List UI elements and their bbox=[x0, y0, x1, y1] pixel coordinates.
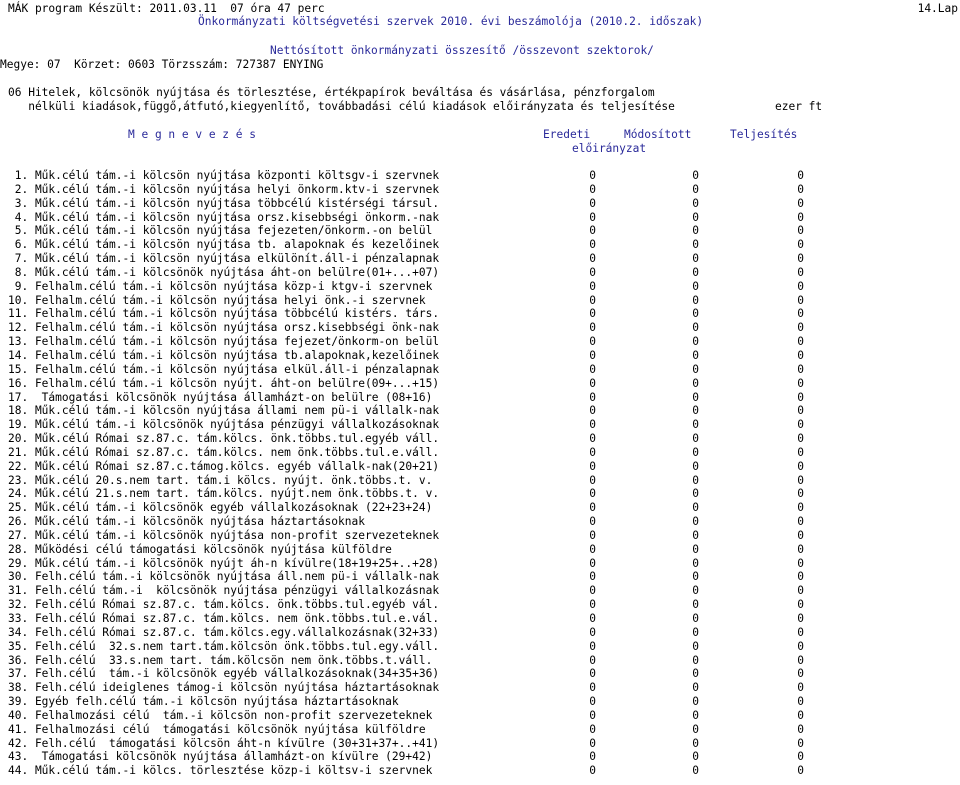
row-modified-value: 0 bbox=[692, 515, 699, 529]
row-modified-value: 0 bbox=[692, 750, 699, 764]
row-original-value: 0 bbox=[589, 445, 596, 459]
row-original-value: 0 bbox=[589, 722, 596, 736]
row-actual-value: 0 bbox=[797, 348, 804, 362]
table-row bbox=[0, 501, 960, 515]
row-actual-value: 0 bbox=[797, 653, 804, 667]
row-actual-value: 0 bbox=[797, 736, 804, 750]
table-row bbox=[0, 252, 960, 266]
row-label: 5. Műk.célú tám.-i kölcsön nyújtása fejezeten/önkorm.-on belül bbox=[8, 224, 433, 238]
row-original-value: 0 bbox=[589, 584, 596, 598]
row-modified-value: 0 bbox=[692, 265, 699, 279]
table-row bbox=[0, 321, 960, 335]
table-row bbox=[0, 612, 960, 626]
table-row bbox=[0, 543, 960, 557]
table-row bbox=[0, 197, 960, 211]
table-row bbox=[0, 640, 960, 654]
row-actual-value: 0 bbox=[797, 252, 804, 266]
row-original-value: 0 bbox=[589, 182, 596, 196]
column-header-original: Eredeti bbox=[543, 128, 591, 141]
column-header-actual: Teljesítés bbox=[730, 128, 798, 141]
row-modified-value: 0 bbox=[692, 487, 699, 501]
row-modified-value: 0 bbox=[692, 639, 699, 653]
row-actual-value: 0 bbox=[797, 321, 804, 335]
row-label: 8. Műk.célú tám.-i kölcsönök nyújtása áht-on belülre(01+...+07) bbox=[8, 265, 440, 279]
row-label: 33. Felh.célú Római sz.87.c. tám.kölcs. nem önk.többs.tul.e.vál. bbox=[8, 612, 440, 625]
row-actual-value: 0 bbox=[797, 376, 804, 390]
row-original-value: 0 bbox=[589, 307, 596, 321]
row-modified-value: 0 bbox=[692, 501, 699, 515]
row-modified-value: 0 bbox=[692, 224, 699, 238]
row-modified-value: 0 bbox=[692, 445, 699, 459]
row-actual-value: 0 bbox=[797, 335, 804, 349]
table-row bbox=[0, 460, 960, 474]
row-label: 9. Felhalm.célú tám.-i kölcsön nyújtása közp-i ktgv-i szervnek bbox=[8, 279, 433, 293]
row-actual-value: 0 bbox=[797, 764, 804, 778]
row-original-value: 0 bbox=[589, 750, 596, 764]
row-actual-value: 0 bbox=[797, 612, 804, 625]
row-label: 13. Felhalm.célú tám.-i kölcsön nyújtása fejezet/önkorm-on belül bbox=[8, 335, 440, 349]
table-row bbox=[0, 626, 960, 640]
row-actual-value: 0 bbox=[797, 625, 804, 639]
row-original-value: 0 bbox=[589, 265, 596, 279]
row-actual-value: 0 bbox=[797, 501, 804, 515]
row-modified-value: 0 bbox=[692, 169, 699, 182]
row-modified-value: 0 bbox=[692, 542, 699, 556]
row-original-value: 0 bbox=[589, 196, 596, 210]
row-modified-value: 0 bbox=[692, 196, 699, 210]
row-label: 23. Műk.célú 20.s.nem tart. tám.i kölcs. nyújt. önk.többs.t. v. bbox=[8, 473, 433, 487]
row-actual-value: 0 bbox=[797, 307, 804, 321]
table-row bbox=[0, 266, 960, 280]
row-label: 36. Felh.célú 33.s.nem tart. tám.kölcsön nem önk.többs.t.váll. bbox=[8, 653, 433, 667]
row-modified-value: 0 bbox=[692, 348, 699, 362]
row-original-value: 0 bbox=[589, 542, 596, 556]
table-row bbox=[0, 529, 960, 543]
row-actual-value: 0 bbox=[797, 238, 804, 252]
row-actual-value: 0 bbox=[797, 667, 804, 681]
table-row bbox=[0, 598, 960, 612]
row-modified-value: 0 bbox=[692, 764, 699, 778]
row-modified-value: 0 bbox=[692, 722, 699, 736]
table-row bbox=[0, 169, 960, 183]
table-row bbox=[0, 695, 960, 709]
row-original-value: 0 bbox=[589, 376, 596, 390]
row-label: 26. Műk.célú tám.-i kölcsönök nyújtása háztartásoknak bbox=[8, 515, 365, 529]
program-line: MÁK program Készült: 2011.03.11 07 óra 47 perc bbox=[8, 2, 325, 15]
row-original-value: 0 bbox=[589, 321, 596, 335]
row-original-value: 0 bbox=[589, 210, 596, 224]
row-original-value: 0 bbox=[589, 362, 596, 376]
table-row bbox=[0, 335, 960, 349]
row-actual-value: 0 bbox=[797, 182, 804, 196]
table-row bbox=[0, 363, 960, 377]
section-title-line2: nélküli kiadások,függő,átfutó,kiegyenlítő, továbbadási célú kiadások előirányzata és teljesítése bbox=[8, 100, 675, 113]
row-modified-value: 0 bbox=[692, 473, 699, 487]
row-original-value: 0 bbox=[589, 404, 596, 418]
row-actual-value: 0 bbox=[797, 445, 804, 459]
table-row bbox=[0, 418, 960, 432]
column-header-name: M e g n e v e z é s bbox=[128, 128, 256, 141]
row-original-value: 0 bbox=[589, 695, 596, 709]
row-original-value: 0 bbox=[589, 528, 596, 542]
row-modified-value: 0 bbox=[692, 252, 699, 266]
column-header-original-sub: előirányzat bbox=[572, 142, 647, 155]
section-title-line1: 06 Hitelek, kölcsönök nyújtása és törlesztése, értékpapírok beváltása és vásárlása, pénzforgalom bbox=[8, 86, 655, 99]
row-original-value: 0 bbox=[589, 612, 596, 625]
row-label: 28. Működési célú támogatási kölcsönök nyújtása külföldre bbox=[8, 542, 392, 556]
row-modified-value: 0 bbox=[692, 667, 699, 681]
row-modified-value: 0 bbox=[692, 708, 699, 722]
row-original-value: 0 bbox=[589, 473, 596, 487]
row-actual-value: 0 bbox=[797, 196, 804, 210]
row-actual-value: 0 bbox=[797, 681, 804, 695]
row-label: 2. Műk.célú tám.-i kölcsön nyújtása helyi önkorm.ktv-i szervnek bbox=[8, 182, 440, 196]
table-row bbox=[0, 709, 960, 723]
row-actual-value: 0 bbox=[797, 224, 804, 238]
row-actual-value: 0 bbox=[797, 473, 804, 487]
table-row bbox=[0, 224, 960, 238]
row-modified-value: 0 bbox=[692, 570, 699, 584]
row-original-value: 0 bbox=[589, 639, 596, 653]
column-header-modified: Módosított bbox=[624, 128, 692, 141]
row-modified-value: 0 bbox=[692, 584, 699, 598]
page-label: 14.Lap bbox=[917, 2, 958, 15]
row-original-value: 0 bbox=[589, 348, 596, 362]
row-original-value: 0 bbox=[589, 279, 596, 293]
row-actual-value: 0 bbox=[797, 210, 804, 224]
row-label: 14. Felhalm.célú tám.-i kölcsön nyújtása tb.alapoknak,kezelőinek bbox=[8, 348, 440, 362]
row-label: 27. Műk.célú tám.-i kölcsönök nyújtása non-profit szervezeteknek bbox=[8, 528, 440, 542]
row-actual-value: 0 bbox=[797, 432, 804, 446]
table-row bbox=[0, 391, 960, 405]
row-modified-value: 0 bbox=[692, 390, 699, 404]
row-label: 15. Felhalm.célú tám.-i kölcsön nyújtása elkül.áll-i pénzalapnak bbox=[8, 362, 440, 376]
row-label: 6. Műk.célú tám.-i kölcsön nyújtása tb. alapoknak és kezelőinek bbox=[8, 238, 440, 252]
row-modified-value: 0 bbox=[692, 459, 699, 473]
row-actual-value: 0 bbox=[797, 750, 804, 764]
row-label: 7. Műk.célú tám.-i kölcsön nyújtása elkülönít.áll-i pénzalapnak bbox=[8, 252, 440, 266]
row-original-value: 0 bbox=[589, 418, 596, 432]
row-original-value: 0 bbox=[589, 238, 596, 252]
row-modified-value: 0 bbox=[692, 210, 699, 224]
row-label: 44. Műk.célú tám.-i kölcs. törlesztése közp-i költsv-i szervnek bbox=[8, 764, 433, 778]
row-modified-value: 0 bbox=[692, 736, 699, 750]
table-row bbox=[0, 570, 960, 584]
unit-label: ezer ft bbox=[775, 100, 823, 113]
table-row bbox=[0, 432, 960, 446]
row-modified-value: 0 bbox=[692, 362, 699, 376]
row-label: 22. Műk.célú Római sz.87.c.támog.kölcs. egyéb vállalk-nak(20+21) bbox=[8, 459, 440, 473]
row-original-value: 0 bbox=[589, 667, 596, 681]
row-original-value: 0 bbox=[589, 487, 596, 501]
table-row bbox=[0, 557, 960, 571]
table-row bbox=[0, 211, 960, 225]
row-label: 29. Műk.célú tám.-i kölcsönök nyújt áh-n kívülre(18+19+25+..+28) bbox=[8, 556, 440, 570]
row-label: 39. Egyéb felh.célú tám.-i kölcsön nyújtása háztartásoknak bbox=[8, 695, 399, 709]
county-line: Megye: 07 Körzet: 0603 Törzsszám: 727387 ENYING bbox=[0, 58, 324, 71]
table-row bbox=[0, 474, 960, 488]
row-modified-value: 0 bbox=[692, 681, 699, 695]
row-label: 41. Felhalmozási célú támogatási kölcsönök nyújtása külföldre bbox=[8, 722, 426, 736]
row-modified-value: 0 bbox=[692, 321, 699, 335]
row-original-value: 0 bbox=[589, 335, 596, 349]
row-actual-value: 0 bbox=[797, 404, 804, 418]
row-label: 40. Felhalmozási célú tám.-i kölcsön non-profit szervezeteknek bbox=[8, 708, 433, 722]
row-actual-value: 0 bbox=[797, 279, 804, 293]
row-label: 4. Műk.célú tám.-i kölcsön nyújtása orsz.kisebbségi önkorm.-nak bbox=[8, 210, 440, 224]
table-row bbox=[0, 654, 960, 668]
row-label: 12. Felhalm.célú tám.-i kölcsön nyújtása orsz.kisebbségi önk-nak bbox=[8, 321, 440, 335]
row-original-value: 0 bbox=[589, 764, 596, 778]
row-actual-value: 0 bbox=[797, 362, 804, 376]
row-original-value: 0 bbox=[589, 501, 596, 515]
table-row bbox=[0, 487, 960, 501]
row-original-value: 0 bbox=[589, 432, 596, 446]
table-row bbox=[0, 667, 960, 681]
row-modified-value: 0 bbox=[692, 653, 699, 667]
table-row bbox=[0, 737, 960, 751]
row-original-value: 0 bbox=[589, 598, 596, 612]
row-label: 10. Felhalm.célú tám.-i kölcsön nyújtása helyi önk.-i szervnek bbox=[8, 293, 426, 307]
row-modified-value: 0 bbox=[692, 598, 699, 612]
row-original-value: 0 bbox=[589, 293, 596, 307]
table-row bbox=[0, 723, 960, 737]
row-original-value: 0 bbox=[589, 224, 596, 238]
row-actual-value: 0 bbox=[797, 293, 804, 307]
row-label: 25. Műk.célú tám.-i kölcsönök egyéb vállalkozásoknak (22+23+24) bbox=[8, 501, 433, 515]
row-actual-value: 0 bbox=[797, 570, 804, 584]
row-actual-value: 0 bbox=[797, 390, 804, 404]
row-actual-value: 0 bbox=[797, 584, 804, 598]
table-row bbox=[0, 681, 960, 695]
row-modified-value: 0 bbox=[692, 528, 699, 542]
row-label: 43. Támogatási kölcsönök nyújtása államházt-on kívülre (29+42) bbox=[8, 750, 433, 764]
row-modified-value: 0 bbox=[692, 335, 699, 349]
row-modified-value: 0 bbox=[692, 695, 699, 709]
row-actual-value: 0 bbox=[797, 515, 804, 529]
table-row bbox=[0, 764, 960, 778]
row-actual-value: 0 bbox=[797, 639, 804, 653]
row-modified-value: 0 bbox=[692, 182, 699, 196]
table-row bbox=[0, 349, 960, 363]
table-row bbox=[0, 280, 960, 294]
row-label: 11. Felhalm.célú tám.-i kölcsön nyújtása többcélú kistérs. társ. bbox=[8, 307, 440, 321]
row-label: 1. Műk.célú tám.-i kölcsön nyújtása központi költsgv-i szervnek bbox=[8, 169, 440, 182]
table-row bbox=[0, 294, 960, 308]
row-label: 17. Támogatási kölcsönök nyújtása államházt-on belülre (08+16) bbox=[8, 390, 433, 404]
row-actual-value: 0 bbox=[797, 695, 804, 709]
table-row bbox=[0, 404, 960, 418]
row-actual-value: 0 bbox=[797, 418, 804, 432]
table-row bbox=[0, 183, 960, 197]
row-original-value: 0 bbox=[589, 252, 596, 266]
row-actual-value: 0 bbox=[797, 265, 804, 279]
row-actual-value: 0 bbox=[797, 722, 804, 736]
row-actual-value: 0 bbox=[797, 459, 804, 473]
row-actual-value: 0 bbox=[797, 542, 804, 556]
row-original-value: 0 bbox=[589, 570, 596, 584]
row-original-value: 0 bbox=[589, 390, 596, 404]
row-actual-value: 0 bbox=[797, 169, 804, 182]
row-original-value: 0 bbox=[589, 681, 596, 695]
row-label: 24. Műk.célú 21.s.nem tart. tám.kölcs. nyújt.nem önk.többs.t. v. bbox=[8, 487, 440, 501]
report-title: Önkormányzati költségvetési szervek 2010. évi beszámolója (2010.2. időszak) bbox=[198, 15, 704, 28]
row-modified-value: 0 bbox=[692, 404, 699, 418]
row-label: 3. Műk.célú tám.-i kölcsön nyújtása többcélú kistérségi társul. bbox=[8, 196, 440, 210]
row-label: 19. Műk.célú tám.-i kölcsönök nyújtása pénzügyi vállalkozásoknak bbox=[8, 418, 440, 432]
row-label: 16. Felhalm.célú tám.-i kölcsön nyújt. áht-on belülre(09+...+15) bbox=[8, 376, 440, 390]
row-label: 21. Műk.célú Római sz.87.c. tám.kölcs. nem önk.többs.tul.e.váll. bbox=[8, 445, 440, 459]
row-actual-value: 0 bbox=[797, 528, 804, 542]
row-actual-value: 0 bbox=[797, 487, 804, 501]
row-modified-value: 0 bbox=[692, 307, 699, 321]
table-row bbox=[0, 750, 960, 764]
row-label: 37. Felh.célú tám.-i kölcsönök egyéb vállalkozásoknak(34+35+36) bbox=[8, 667, 440, 681]
row-modified-value: 0 bbox=[692, 556, 699, 570]
row-actual-value: 0 bbox=[797, 708, 804, 722]
row-modified-value: 0 bbox=[692, 238, 699, 252]
row-label: 42. Felh.célú támogatási kölcsön áht-n kívülre (30+31+37+..+41) bbox=[8, 736, 440, 750]
row-label: 35. Felh.célú 32.s.nem tart.tám.kölcsön önk.többs.tul.egy.váll. bbox=[8, 639, 440, 653]
row-modified-value: 0 bbox=[692, 279, 699, 293]
table-row bbox=[0, 377, 960, 391]
row-original-value: 0 bbox=[589, 736, 596, 750]
table-row bbox=[0, 584, 960, 598]
row-label: 30. Felh.célú tám.-i kölcsönök nyújtása áll.nem pü-i vállalk-nak bbox=[8, 570, 440, 584]
row-modified-value: 0 bbox=[692, 625, 699, 639]
row-original-value: 0 bbox=[589, 515, 596, 529]
table-row bbox=[0, 515, 960, 529]
table-row bbox=[0, 446, 960, 460]
row-actual-value: 0 bbox=[797, 598, 804, 612]
row-label: 32. Felh.célú Római sz.87.c. tám.kölcs. önk.többs.tul.egyéb vál. bbox=[8, 598, 440, 612]
row-original-value: 0 bbox=[589, 653, 596, 667]
row-original-value: 0 bbox=[589, 169, 596, 182]
row-original-value: 0 bbox=[589, 459, 596, 473]
report-table bbox=[0, 169, 960, 778]
row-modified-value: 0 bbox=[692, 293, 699, 307]
table-row bbox=[0, 307, 960, 321]
table-row bbox=[0, 238, 960, 252]
row-label: 38. Felh.célú ideiglenes támog-i kölcsön nyújtása háztartásoknak bbox=[8, 681, 440, 695]
row-modified-value: 0 bbox=[692, 432, 699, 446]
row-original-value: 0 bbox=[589, 708, 596, 722]
row-label: 31. Felh.célú tám.-i kölcsönök nyújtása pénzügyi vállalkozásnak bbox=[8, 584, 440, 598]
row-original-value: 0 bbox=[589, 625, 596, 639]
row-original-value: 0 bbox=[589, 556, 596, 570]
row-label: 18. Műk.célú tám.-i kölcsön nyújtása állami nem pü-i vállalk-nak bbox=[8, 404, 440, 418]
row-label: 20. Műk.célú Római sz.87.c. tám.kölcs. önk.többs.tul.egyéb váll. bbox=[8, 432, 440, 446]
row-actual-value: 0 bbox=[797, 556, 804, 570]
row-modified-value: 0 bbox=[692, 418, 699, 432]
row-modified-value: 0 bbox=[692, 376, 699, 390]
report-subtitle: Nettósított önkormányzati összesítő /összevont szektorok/ bbox=[270, 44, 654, 57]
row-label: 34. Felh.célú Római sz.87.c. tám.kölcs.egy.vállalkozásnak(32+33) bbox=[8, 625, 440, 639]
row-modified-value: 0 bbox=[692, 612, 699, 625]
